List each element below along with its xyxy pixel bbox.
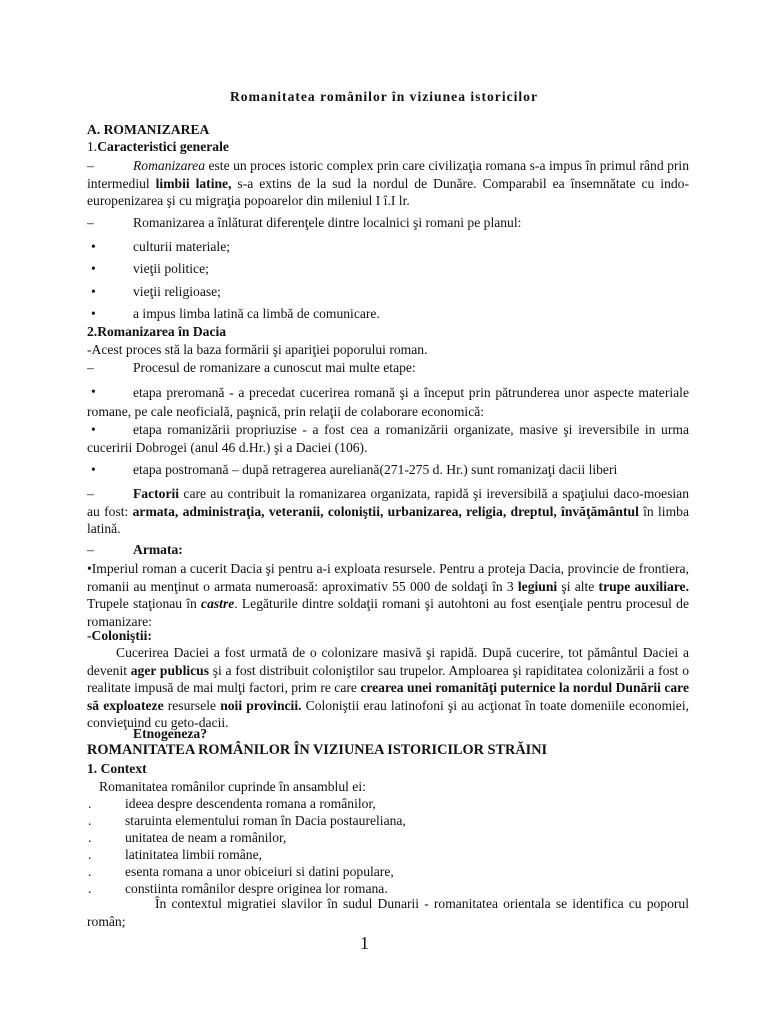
paragraph-text: Cucerirea Daciei a fost urmată de o colonizare masivă şi rapidă. După cucerire, tot pământul Daciei a devenit xyxy=(87,645,689,678)
paragraph-text: Trupele staţionau în xyxy=(87,596,202,612)
subsection-2-heading: 2.Romanizarea în Dacia xyxy=(87,324,227,339)
list-item: ideea despre descendenta romana a românilor, xyxy=(125,796,376,811)
list-item: staruinta elementului roman în Dacia postaureliana, xyxy=(125,813,406,828)
stage-preromana: etapa preromană - a precedat cucerirea romană şi a început prin pătrunderea unor aspecte materiale romane, pe cale neoficială, paşnică, prin relaţii de colaborare economică: xyxy=(87,385,689,419)
paragraph-text: resursele xyxy=(163,697,221,713)
list-item: constiinta românilor despre originea lor romana. xyxy=(125,881,388,896)
paragraph-text: este un proces istoric complex prin care civilizaţia romana s-a impus în primul rând prin intermediul xyxy=(87,158,689,191)
paragraph-text: în limba latină. xyxy=(87,503,689,537)
paragraph-colonistii xyxy=(87,644,689,732)
list-item: vieţii religioase; xyxy=(133,284,221,299)
colonistii-heading: -Coloniştii: xyxy=(87,628,152,643)
subsection-1-number: 1. xyxy=(87,139,98,154)
dash-marker: – xyxy=(87,486,94,501)
bullet-marker: • xyxy=(91,462,96,477)
list-marker: . xyxy=(88,830,92,845)
dash-marker: – xyxy=(87,360,94,375)
paragraph-ansamblu: Romanitatea românilor cuprinde în ansamblul ei: xyxy=(99,779,366,794)
armata-heading: Armata: xyxy=(133,542,183,557)
paragraph-text: şi alte xyxy=(557,578,599,594)
bullet-marker: • xyxy=(91,261,96,276)
paragraph-text: care au contribuit la romanizarea organizata, rapidă şi ireversibilă a spaţiului daco-moesian au fost: xyxy=(87,486,689,519)
paragraph-text: •Imperiul roman a cucerit Dacia şi pentru a-i exploata resursele. Pentru a proteja Dacia, provincie de frontiera, romanii au menţinut o armata numeroasă: aproximativ 55 000 de soldaţi în 3 xyxy=(87,561,689,594)
term-trupe-auxiliare: trupe auxiliare. xyxy=(598,578,689,594)
term-romanizarea: Romanizarea xyxy=(133,158,205,173)
paragraph-text: şi a fost distribuit coloniştilor sau trupelor. Amploarea şi rapiditatea colonizării a fost o realitate impusă de mai mulţi factori, prim re care xyxy=(87,662,689,696)
list-item: a impus limba latină ca limbă de comunicare. xyxy=(133,306,380,321)
dash-marker: – xyxy=(87,158,94,173)
list-item: unitatea de neam a românilor, xyxy=(125,830,287,845)
paragraph-planul: Romanizarea a înlăturat diferenţele dintre localnici şi romani pe planul: xyxy=(133,215,522,230)
list-marker: . xyxy=(88,881,92,896)
list-marker: . xyxy=(88,864,92,879)
section-b-heading: ROMANITATEA ROMÂNILOR ÎN VIZIUNEA ISTORICILOR STRĂINI xyxy=(87,742,548,758)
list-marker: . xyxy=(88,796,92,811)
paragraph-proces: -Acest proces stă la baza formării şi apariţiei poporului roman. xyxy=(87,342,428,357)
paragraph-text: s-a extins de la sud la nordul de Dunăre. Comparabil ea însemnătate cu indo-europenizarea şi cu migraţia popoarelor din mileniul I î.I lr. xyxy=(87,175,689,209)
document-title: Romanitatea românilor în viziunea istoricilor xyxy=(229,89,539,104)
context-heading: 1. Context xyxy=(87,761,147,776)
term-factorii: Factorii xyxy=(133,486,180,501)
paragraph-armata xyxy=(87,560,689,630)
bullet-marker: • xyxy=(91,422,96,437)
list-item: latinitatea limbii române, xyxy=(125,847,263,862)
dash-marker: – xyxy=(87,215,94,230)
term-ager-publicus: ager publicus xyxy=(130,662,210,678)
bullet-marker: • xyxy=(91,306,96,321)
paragraph-etape: Procesul de romanizare a cunoscut mai multe etape: xyxy=(133,360,416,375)
list-item: vieţii politice; xyxy=(133,261,209,276)
term-noii-provincii: noii provincii. xyxy=(220,697,302,713)
page-number: 1 xyxy=(360,933,369,953)
paragraph-romanizarea xyxy=(87,157,689,210)
stage-romanizare: etapa romanizării propriuzise - a fost cea a romanizării organizate, masive şi ireversibile in urma cuceririi Dobrogei (anul 46 d.Hr.) şi a Daciei (106). xyxy=(87,422,689,455)
list-marker: . xyxy=(88,813,92,828)
subsection-1-heading xyxy=(87,138,229,156)
list-marker: . xyxy=(88,847,92,862)
bullet-marker: • xyxy=(91,384,96,399)
stage-postromana: etapa postromană – după retragerea aureliană(271-275 d. Hr.) sunt romanizaţi dacii liberi xyxy=(133,462,618,477)
paragraph-text: Coloniştii erau latinofoni şi au acţionat în toate domeniile economiei, convieţuind cu geto-dacii. xyxy=(87,697,689,731)
term-romanitati: crearea unei romanităţi puternice la nordul Dunării care să exploateze xyxy=(87,680,689,713)
etnogeneza-heading: Etnogeneza? xyxy=(133,726,208,741)
section-a-heading: A. ROMANIZAREA xyxy=(87,122,210,137)
dash-marker: – xyxy=(87,542,94,557)
term-castre: castre xyxy=(201,596,235,612)
subsection-1-title: Caracteristici generale xyxy=(97,139,229,154)
bullet-marker: • xyxy=(91,239,96,254)
bullet-marker: • xyxy=(91,284,96,299)
list-item: culturii materiale; xyxy=(133,239,231,254)
list-item: esenta romana a unor obiceiuri si datini populare, xyxy=(125,864,394,879)
term-legiuni: legiuni xyxy=(517,578,558,594)
paragraph-factorii xyxy=(87,485,689,538)
term-limbii-latine: limbii latine, xyxy=(155,175,232,191)
paragraph-text: . Legăturile dintre soldaţii romani şi autohtoni au fost esenţiale pentru procesul de romanizare: xyxy=(87,596,689,629)
factors-list: armata, administraţia, veteranii, coloniştii, urbanizarea, religia, dreptul, învăţământul xyxy=(132,503,639,519)
paragraph-context-slavi: În contextul migratiei slavilor în sudul Dunarii - romanitatea orientala se identifica cu poporul român; xyxy=(87,896,689,929)
